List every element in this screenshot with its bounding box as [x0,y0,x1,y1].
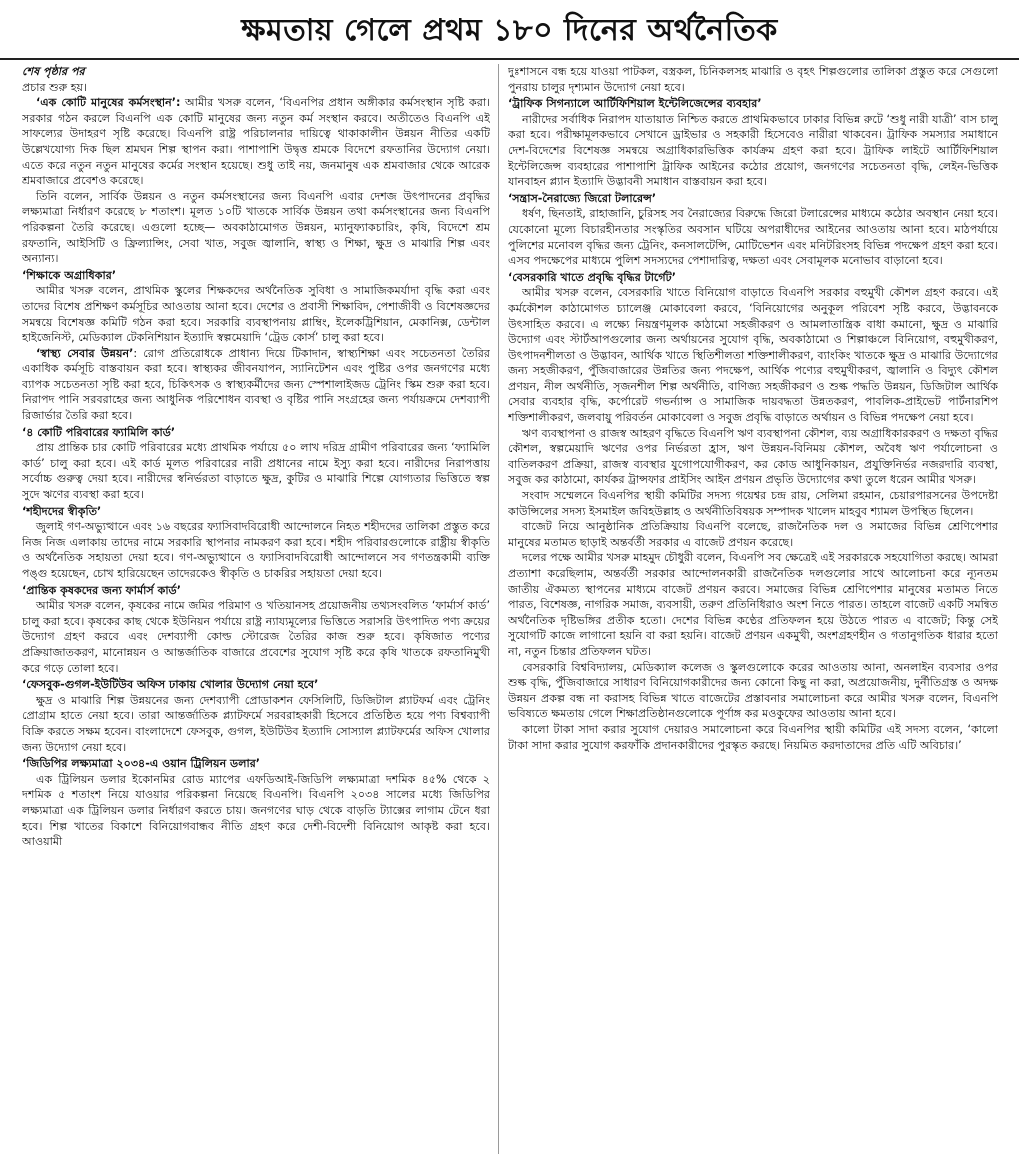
paragraph: ধর্ষণ, ছিনতাই, রাহাজানি, চুরিসহ সব নৈরাজ্যের বিরুদ্ধে জিরো টলারেন্সের মাধ্যমে কঠোর অবস্থান নেয়া হবে। যেকোনো মূল্যে বিচারহীনতার সংস্কৃতির অবসান ঘটিয়ে অপরাধীদের আইনের আওতায় আনা হবে। মাঠপর্যায়ে পুলিশের মনোবল বৃদ্ধির জন্য ট্রেনিং, কনসালটেন্সি, মোটিভেশন এবং মনিটরিংসহ বিভিন্ন পদক্ষেপ গ্রহণ করা হবে। এসব পদক্ষেপের মাধ্যমে পুলিশ সদস্যদের পেশাদারিত্ব, দক্ষতা এবং সেবামূলক মনোভাব বাড়ানো হবে। [508,207,998,268]
paragraph: দুঃশাসনে বন্ধ হয়ে যাওয়া পাটকল, বস্ত্রকল, চিনিকলসহ মাঝারি ও বৃহৎ শিল্পগুলোর তালিকা প্রস্তুত করে সেগুলো পুনরায় চালুর দৃশ্যমান উদ্যোগ নেয়া হবে। [508,65,998,94]
column-divider [498,64,499,1154]
subheading: ‘জিডিপির লক্ষ্যমাত্রা ২০৩৪-এ ওয়ান ট্রিলিয়ন ডলার’ [22,757,261,771]
subheading: ‘ফেসবুক-গুগল-ইউটিউব অফিস ঢাকায় খোলার উদ্যোগ নেয়া হবে’ [22,678,319,692]
paragraph: বাজেট নিয়ে আনুষ্ঠানিক প্রতিক্রিয়ায় বিএনপি বলেছে, রাজনৈতিক দল ও সমাজের বিভিন্ন শ্রেণিপেশার মানুষের মতামত ছাড়াই অন্তর্বর্তী সরকার এ বাজেট প্রণয়ন করেছে। [508,520,998,549]
paragraph: ঋণ ব্যবস্থাপনা ও রাজস্ব আহরণ বৃদ্ধিতে বিএনপি ঋণ ব্যবস্থাপনা কৌশল, ব্যয় অগ্রাধিকারকরণ ও দক্ষতা বৃদ্ধির কৌশল, স্বল্পমেয়াদি ঋণের ওপর নির্ভরতা হ্রাস, ঋণ উন্নয়ন-বিনিময় কৌশল, অবৈধ ঋণ পর্যালোচনা ও বাতিলকরণ প্রক্রিয়া, রাজস্ব ব্যবস্থার যুগোপযোগীকরণ, কর কোড আধুনিকায়ন, প্রযুক্তিনির্ভর নজরদারি ব্যবস্থা, সবুজ কর কাঠামো, কার্যকর ট্রান্সফার প্রাইসিং আইন প্রণয়ন প্রভৃতি উদ্যোগের কথা তুলে ধরেন আমীর খসরু। [508,426,998,487]
paragraph: সংবাদ সম্মেলনে বিএনপির স্থায়ী কমিটির সদস্য গয়েশ্বর চন্দ্র রায়, সেলিমা রহমান, চেয়ারপারসনের উপদেষ্টা কাউন্সিলের সদস্য ইসমাইল জবিহউল্লাহ ও অর্থনীতিবিষয়ক সম্পাদক খালেদ মাহবুব শ্যামল উপস্থিত ছিলেন। [508,489,998,518]
subheading: ‘ট্রাফিক সিগন্যালে আর্টিফিশিয়াল ইন্টেলিজেন্সের ব্যবহার’ [508,97,762,111]
subheading: ‘শহীদদের স্বীকৃতি’ [22,504,102,518]
paragraph: আমীর খসরু বলেন, কৃষকের নামে জমির পরিমাণ ও খতিয়ানসহ প্রয়োজনীয় তথ্যসংবলিত ‘ফার্মার্স কার্ড’ চালু করা হবে। কৃষকের কাছ থেকে ইউনিয়ন পর্যায়ে রাষ্ট্র ন্যায্যমূল্যের ভিত্তিতে সরাসরি উৎপাদিত পণ্য ক্রয়ের উদ্যোগ গ্রহণ করবে এবং দেশব্যাপী কোল্ড স্টোরেজ তৈরির কাজ শুরু হবে। কৃষিজাত পণ্যের প্রক্রিয়াজাতকরণ, মানোন্নয়ন ও আন্তর্জাতিক বাজারে প্রবেশের সুযোগ সৃষ্টি করে কৃষি খাতকে রফতানিমুখী করে গড়ে তোলা হবে। [22,599,490,675]
paragraph-text: আমীর খসরু বলেন, ‘বিএনপির প্রধান অঙ্গীকার কর্মসংস্থান সৃষ্টি করা। সরকার গঠন করলে বিএনপি এক কোটি মানুষের জন্য নতুন কর্ম সংস্থান করবে। অতীতেও বিএনপি এই সাফল্যের উদাহরণ সৃষ্টি করেছে। বিএনপি রাষ্ট্র পরিচালনার দায়িত্বে থাকাকালীন উন্নয়ন নীতির একটি উল্লেখযোগ্য দিক ছিল শ্রমঘন শিল্প স্থাপন করা। পাশাপাশি উদ্বৃত্ত শ্রমকে বিদেশে রফতানির উদ্যোগ নেয়া। এতে করে নতুন নতুন মানুষের কর্মের সংস্থান হয়েছে। শুধু তাই নয়, জনমানুষ এক শ্রমবাজার থেকে আরেক শ্রমবাজারে প্রবেশও করেছে। [22,96,490,188]
paragraph-text: : রোগ প্রতিরোধকে প্রাধান্য দিয়ে টিকাদান, স্বাস্থ্যশিক্ষা এবং সচেতনতা তৈরির একাধিক কর্মসূচি বাস্তবায়ন করা হবে। স্বাস্থ্যকর জীবনযাপন, স্যানিটেশন এবং পুষ্টির ওপর জনগণের মধ্যে ব্যাপক সচেতনতা সৃষ্টি করা হবে, চিকিৎসক ও স্বাস্থ্যকর্মীদের জন্য স্পেশালাইজড ট্রেনিং স্কিম শুরু করা হবে। নিরাপদ পানি সরবরাহের জন্য আধুনিক পরিশোধন ব্যবস্থা ও বৃষ্টির পানি সংগ্রহের জন্য পর্যায়ক্রমে দেশব্যাপী রিজার্ভার তৈরি করা হবে। [22,346,490,423]
paragraph: কালো টাকা সাদা করার সুযোগ দেয়ারও সমালোচনা করে বিএনপির স্থায়ী কমিটির এই সদস্য বলেন, ‘কালো টাকা সাদা করার সুযোগ করফাঁকি প্রদানকারীদের পুরস্কৃত করছে। নিয়মিত করদাতাদের প্রতি এটি অবিচার।’ [508,722,998,752]
paragraph: বেসরকারি বিশ্ববিদ্যালয়, মেডিক্যাল কলেজ ও স্কুলগুলোকে করের আওতায় আনা, অনলাইন ব্যবসার ওপর শুল্ক বৃদ্ধি, পুঁজিবাজারে সাধারণ বিনিয়োগকারীদের জন্য কোনো কিছু না করা, অপ্রয়োজনীয়, দুর্নীতিগ্রস্ত ও অদক্ষ উন্নয়ন প্রকল্প বন্ধ না করাসহ বিভিন্ন খাতে বাজেটের প্রস্তাবনার সমালোচনা করে আমীর খসরু বলেন, বিএনপি ভবিষ্যতে ক্ষমতায় গেলে শিক্ষাপ্রতিষ্ঠানগুলোকে পূর্ণাঙ্গ কর মওকুফের আওতায় আনা হবে। [508,660,998,721]
headline: ক্ষমতায় গেলে প্রথম ১৮০ দিনের অর্থনৈতিক [241,13,778,48]
paragraph: এক ট্রিলিয়ন ডলার ইকোনমির রোড ম্যাপের এফডিআই-জিডিপি লক্ষ্যমাত্রা দশমিক ৪৫% থেকে ২ দশমিক ৫ শতাংশ নিয়ে যাওয়ার পরিকল্পনা নিয়েছে বিএনপি। বিএনপি ২০৩৪ সালের মধ্যে জিডিপির লক্ষ্যমাত্রা এক ট্রিলিয়ন ডলার নির্ধারণ করতে চায়। জনগণের ঘাড় থেকে বাড়তি ট্যাক্সের লাগাম টেনে ধরা হবে। শিল্প খাতের বিকাশে বিনিয়োগবান্ধব নীতি গ্রহণ করে দেশী-বিদেশী বিনিয়োগ আকৃষ্ট করা হবে। আওয়ামী [22,772,490,849]
left-column [22,64,490,1156]
paragraph: ক্ষুদ্র ও মাঝারি শিল্প উন্নয়নের জন্য দেশব্যাপী প্রোডাকশন ফেসিলিটি, ডিজিটাল প্ল্যাটফর্ম এবং ট্রেনিং প্রোগ্রাম হাতে নেয়া হবে। তারা আন্তর্জাতিক প্ল্যাটফর্মে সরবরাহকারী হিসেবে প্রতিষ্ঠিত হয়ে পণ্য বিশ্বব্যাপী বিক্রি করতে সক্ষম হবেন। বাংলাদেশে ফেসবুক, গুগল, ইউটিউব ইত্যাদি সোস্যাল প্ল্যাটফর্মের অফিস খোলার জন্য উদ্যোগ নেয়া হবে। [22,693,490,754]
subheading: ‘প্রান্তিক কৃষকদের জন্য ফার্মার্স কার্ড’ [22,583,181,597]
paragraph: আমীর খসরু বলেন, বেসরকারি খাতে বিনিয়োগ বাড়াতে বিএনপি সরকার বহুমুখী কৌশল গ্রহণ করবে। এই কর্মকৌশল কাঠামোগত চ্যালেঞ্জ মোকাবেলা করবে, ‘বিনিয়োগের অনুকূল পরিবেশ সৃষ্টি করবে, উদ্ভাবনকে উৎসাহিত করবে। এ লক্ষ্যে নিয়ন্ত্রণমূলক কাঠামো সহজীকরণ ও আমলাতান্ত্রিক বাধা কমানো, ক্ষুদ্র ও মাঝারি উদ্যোগ এবং স্টার্টআপগুলোর জন্য অর্থায়নের সুযোগ বৃদ্ধি, অবকাঠামো ও শিল্পাঞ্চলে বিনিয়োগ, বহুমুখীকরণ, উৎপাদনশীলতা ও উদ্ভাবন, আর্থিক খাতে স্থিতিশীলতা শক্তিশালীকরণ, ব্যাংকিং খাতকে ক্ষুদ্র ও মাঝারি উদ্যোগের জন্য সহজীকরণ, পুঁজিবাজারের উন্নতির জন্য পদক্ষেপ, আর্থিক পণ্যের বহুমুখীকরণ, জ্বালানি ও বিদ্যুৎ কৌশল প্রণয়ন, নীল অর্থনীতি, সৃজনশীল শিল্প অর্থনীতি, বাণিজ্য সহজীকরণ ও শুল্ক পদ্ধতি উন্নয়ন, ডিজিটাল আর্থিক সেবার ব্যবহার বৃদ্ধি, কর্পোরেট গভর্ন্যান্স ও সামাজিক দায়বদ্ধতা উন্নতকরণ, পাবলিক-প্রাইভেট পার্টনারশিপ শক্তিশালীকরণ, জলবায়ু পরিবর্তন মোকাবেলা ও সবুজ প্রবৃদ্ধি বাড়াতে অর্থায়ন ও বিভিন্ন পদক্ষেপ নেয়া হবে। [508,286,998,425]
right-column [508,64,998,1156]
paragraph: জুলাই গণ-অভ্যুত্থানে এবং ১৬ বছরের ফ্যাসিবাদবিরোধী আন্দোলনে নিহত শহীদদের তালিকা প্রস্তুত করে নিজ নিজ এলাকায় তাদের নামে সরকারি স্থাপনার নামকরণ করা হবে। শহীদ পরিবারগুলোকে রাষ্ট্রীয় স্বীকৃতি ও অর্থনৈতিক সহায়তা দেয়া হবে। গণ-অভ্যুত্থানে ও ফ্যাসিবাদবিরোধী আন্দোলনে সব গণতন্ত্রকামী ব্যক্তি পঙ্গু হয়েছেন, চোখ হারিয়েছেন তাদেরকেও স্বীকৃতি ও চাকরির সহায়তা দেয়া হবে। [22,520,490,580]
inline-subhead: ‘এক কোটি মানুষের কর্মসংস্থান’: [36,96,181,110]
inline-subhead: ‘স্বাস্থ্য সেবার উন্নয়ন’ [36,346,134,360]
paragraph: নারীদের সর্বাধিক নিরাপদ যাতায়াত নিশ্চিত করতে প্রাথমিকভাবে ঢাকার বিভিন্ন রুটে ‘শুধু নারী যাত্রী’ বাস চালু করা হবে। পরীক্ষামূলকভাবে সেখানে ড্রাইভার ও সহকারী হিসেবেও নারীরা থাকবেন। ট্রাফিক সমস্যার সমাধানে দেশ-বিদেশের বিশেষজ্ঞ সমন্বয়ে অগ্রাধিকারভিত্তিক কার্যক্রম গ্রহণ করা হবে। ট্রাফিক লাইটে আর্টিফিশিয়াল ইন্টেলিজেন্স ব্যবহারের পাশাপাশি ট্রাফিক আইনের কঠোর প্রয়োগ, জনগণের সচেতনতা বৃদ্ধি, লেইন-ভিত্তিক যানবাহন প্ল্যান ইত্যাদি উদ্ভাবনী সমাধান বাস্তবায়ন করা হবে। [508,112,998,189]
subheading: ‘সন্ত্রাস-নৈরাজ্যে জিরো টলারেন্স’ [508,191,657,205]
subheading: ‘৪ কোটি পরিবারের ফ্যামিলি কার্ড’ [22,425,176,439]
continuation-label: শেষ পৃষ্ঠার পর [22,65,85,78]
paragraph [22,346,490,424]
paragraph: প্রায় প্রান্তিক চার কোটি পরিবারের মধ্যে প্রাথমিক পর্যায়ে ৫০ লাখ দরিদ্র গ্রামীণ পরিবারের জন্য ‘ফ্যামিলি কার্ড’ চালু করা হবে। এই কার্ড মূলত পরিবারের নারী প্রধানের নামে ইস্যু করা হবে। নারীদের নিরাপত্তায় সর্বোচ্চ গুরুত্ব দেয়া হবে। নারীদের স্বনির্ভরতা বাড়াতে ক্ষুদ্র, কুটির ও মাঝারি শিল্পে যোগ্যতার ভিত্তিতে স্বল্প সুদে ঋণের ব্যবস্থা করা হবে। [22,441,490,502]
subheading: ‘বেসরকারি খাতে প্রবৃদ্ধি বৃদ্ধির টার্গেট’ [508,270,676,284]
paragraph: দলের পক্ষে আমীর খসরু মাহমুদ চৌধুরী বলেন, বিএনপি সব ক্ষেত্রেই এই সরকারকে সহযোগিতা করছে। আমরা প্রত্যাশা করেছিলাম, অন্তর্বর্তী সরকার আন্দোলনকারী রাজনৈতিক দলগুলোর সাথে আলোচনা করে ন্যূনতম জাতীয় ঐকমত্য স্থাপনের মাধ্যমে বাজেট প্রণয়ন করবে। সমাজের বিভিন্ন শ্রেণিপেশার মানুষের মতামত নিতে পারত, বিশেষজ্ঞ, নাগরিক সমাজ, ব্যবসায়ী, তরুণ প্রতিনিধিরাও অংশ নিতে পারত। তাহলে বাজেট একটি সমন্বিত অর্থনৈতিক দৃষ্টিভঙ্গির প্রতীক হতো। দেশের বিভিন্ন কণ্ঠের প্রতিফলন হয়ে উঠতে পারত এ বাজেট; কিন্তু সেই সুযোগটি কাজে লাগানো হয়নি বা করা হয়নি। বাজেট প্রণয়ন একমুখী, অংশগ্রহণহীন ও গতানুগতিক ধারার হতো না, নতুন চিন্তার প্রতিফলন ঘটত। [508,551,998,658]
paragraph: প্রচার শুরু হয়। [22,80,88,94]
paragraph: তিনি বলেন, সার্বিক উন্নয়ন ও নতুন কর্মসংস্থানের জন্য বিএনপি এবার দেশজ উৎপাদনের প্রবৃদ্ধির লক্ষ্যমাত্রা নির্ধারণ করেছে ৮ শতাংশ। মূলত ১০টি খাতকে সার্বিক উন্নয়ন তথা কর্মসংস্থানের জন্য বিএনপি পরিকল্পনা তৈরি করেছে। এগুলো হচ্ছে— অবকাঠামোগত উন্নয়ন, ম্যানুফ্যাকচারিং, কৃষি, বিদেশে শ্রম রফতানি, আইসিটি ও ফ্রিল্যান্সিং, সেবা খাত, সবুজ জ্বালানি, স্বাস্থ্য ও শিক্ষা, ক্ষুদ্র ও মাঝারি শিল্প এবং অন্যান্য। [22,189,490,266]
headline-rule [0,58,1019,60]
paragraph [22,95,490,189]
paragraph: আমীর খসরু বলেন, প্রাথমিক স্কুলের শিক্ষকদের অর্থনৈতিক সুবিধা ও সামাজিকমর্যাদা বৃদ্ধি করা এবং তাদের বিশেষ প্রশিক্ষণ কর্মসূচির আওতায় আনা হবে। দেশের ও প্রবাসী শিক্ষাবিদ, পেশাজীবী ও বিশেষজ্ঞদের সমন্বয়ে বিশেষজ্ঞ কমিটি গঠন করা হবে। সরকারি ব্যবস্থাপনায় প্লাম্বিং, ইলেকট্রিশিয়ান, মেকানিক্স, ডেন্টাল হাইজেনিস্ট, মেডিক্যাল টেকনিশিয়ান ইত্যাদি স্বল্পমেয়াদি ‘ট্রেড কোর্স’ চালু করা হবে। [22,284,490,345]
subheading: ‘শিক্ষাকে অগ্রাধিকার’ [22,268,117,282]
